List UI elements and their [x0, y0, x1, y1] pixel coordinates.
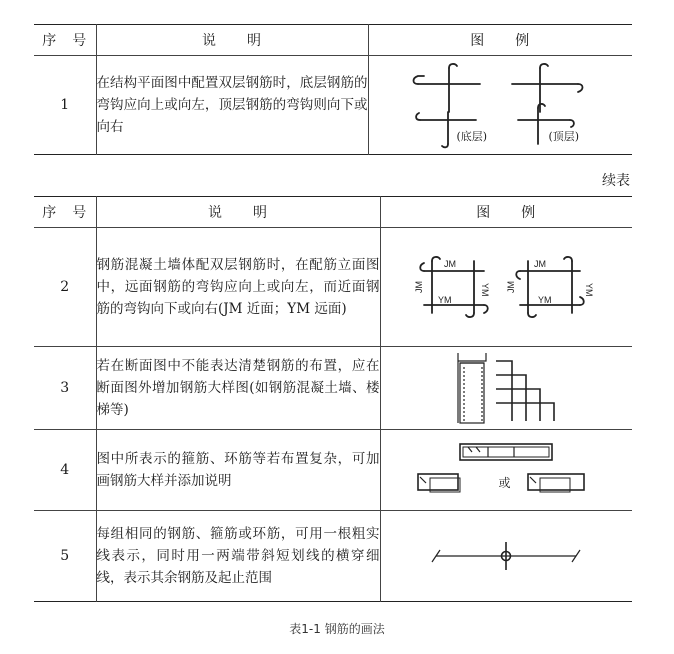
table-row [34, 228, 632, 347]
label-bottom-layer: (底层) [456, 130, 488, 143]
detail-drawing-diagram [416, 351, 596, 425]
label-ym: YM [538, 295, 552, 305]
stirrup-detail-diagram [416, 440, 596, 500]
label-or: 或 [498, 476, 511, 490]
row-figure [380, 511, 632, 602]
row-description: 每组相同的钢筋、箍筋或环筋，可用一根粗实线表示，同时用一两端带斜短划线的横穿细线，表示其余钢筋及起止范围 [96, 511, 380, 602]
label-jm-vertical: JM [414, 281, 425, 293]
table-reinforcement-2 [34, 196, 632, 602]
header-figure: 图 例 [380, 197, 632, 228]
table-row [34, 56, 632, 155]
row-description: 在结构平面图中配置双层钢筋时，底层钢筋的弯钩应向上或向左，顶层钢筋的弯钩则向下或向右 [96, 56, 368, 155]
row-number: 4 [34, 430, 96, 511]
table-row [34, 430, 632, 511]
header-description: 说 明 [96, 25, 368, 56]
header-no: 序 号 [34, 25, 96, 56]
label-ym-vertical: YM [480, 283, 491, 297]
table-caption: 表1-1 钢筋的画法 [289, 622, 385, 636]
row-description: 钢筋混凝土墙体配双层钢筋时，在配筋立面图中，远面钢筋的弯钩应向上或向左，而近面钢筋的弯钩向下或向右(JM 近面；YM 远面) [96, 228, 380, 347]
row-number: 1 [34, 56, 96, 155]
rebar-range-line-diagram [416, 536, 596, 576]
label-jm: JM [534, 259, 547, 269]
row-number: 3 [34, 347, 96, 430]
table-row [34, 511, 632, 602]
row-figure [380, 347, 632, 430]
label-jm: JM [444, 259, 457, 269]
row-figure [368, 56, 632, 155]
row-figure [380, 430, 632, 511]
row-figure [380, 228, 632, 347]
label-jm-vertical: JM [506, 281, 517, 293]
header-figure: 图 例 [368, 25, 632, 56]
label-ym-vertical: YM [584, 283, 595, 297]
label-top-layer: (顶层) [548, 130, 580, 143]
row-description: 若在断面图中不能表达清楚钢筋的布置，应在断面图外增加钢筋大样图(如钢筋混凝土墙、楼梯等) [96, 347, 380, 430]
row-number: 2 [34, 228, 96, 347]
row-description: 图中所表示的箍筋、环筋等若布置复杂，可加画钢筋大样并添加说明 [96, 430, 380, 511]
table-row [34, 347, 632, 430]
header-description: 说 明 [96, 197, 380, 228]
wall-double-layer-diagram [416, 247, 596, 327]
table-reinforcement-1 [34, 24, 632, 155]
continued-label: 续表 [602, 173, 630, 189]
row-number: 5 [34, 511, 96, 602]
header-no: 序 号 [34, 197, 96, 228]
label-ym: YM [438, 295, 452, 305]
